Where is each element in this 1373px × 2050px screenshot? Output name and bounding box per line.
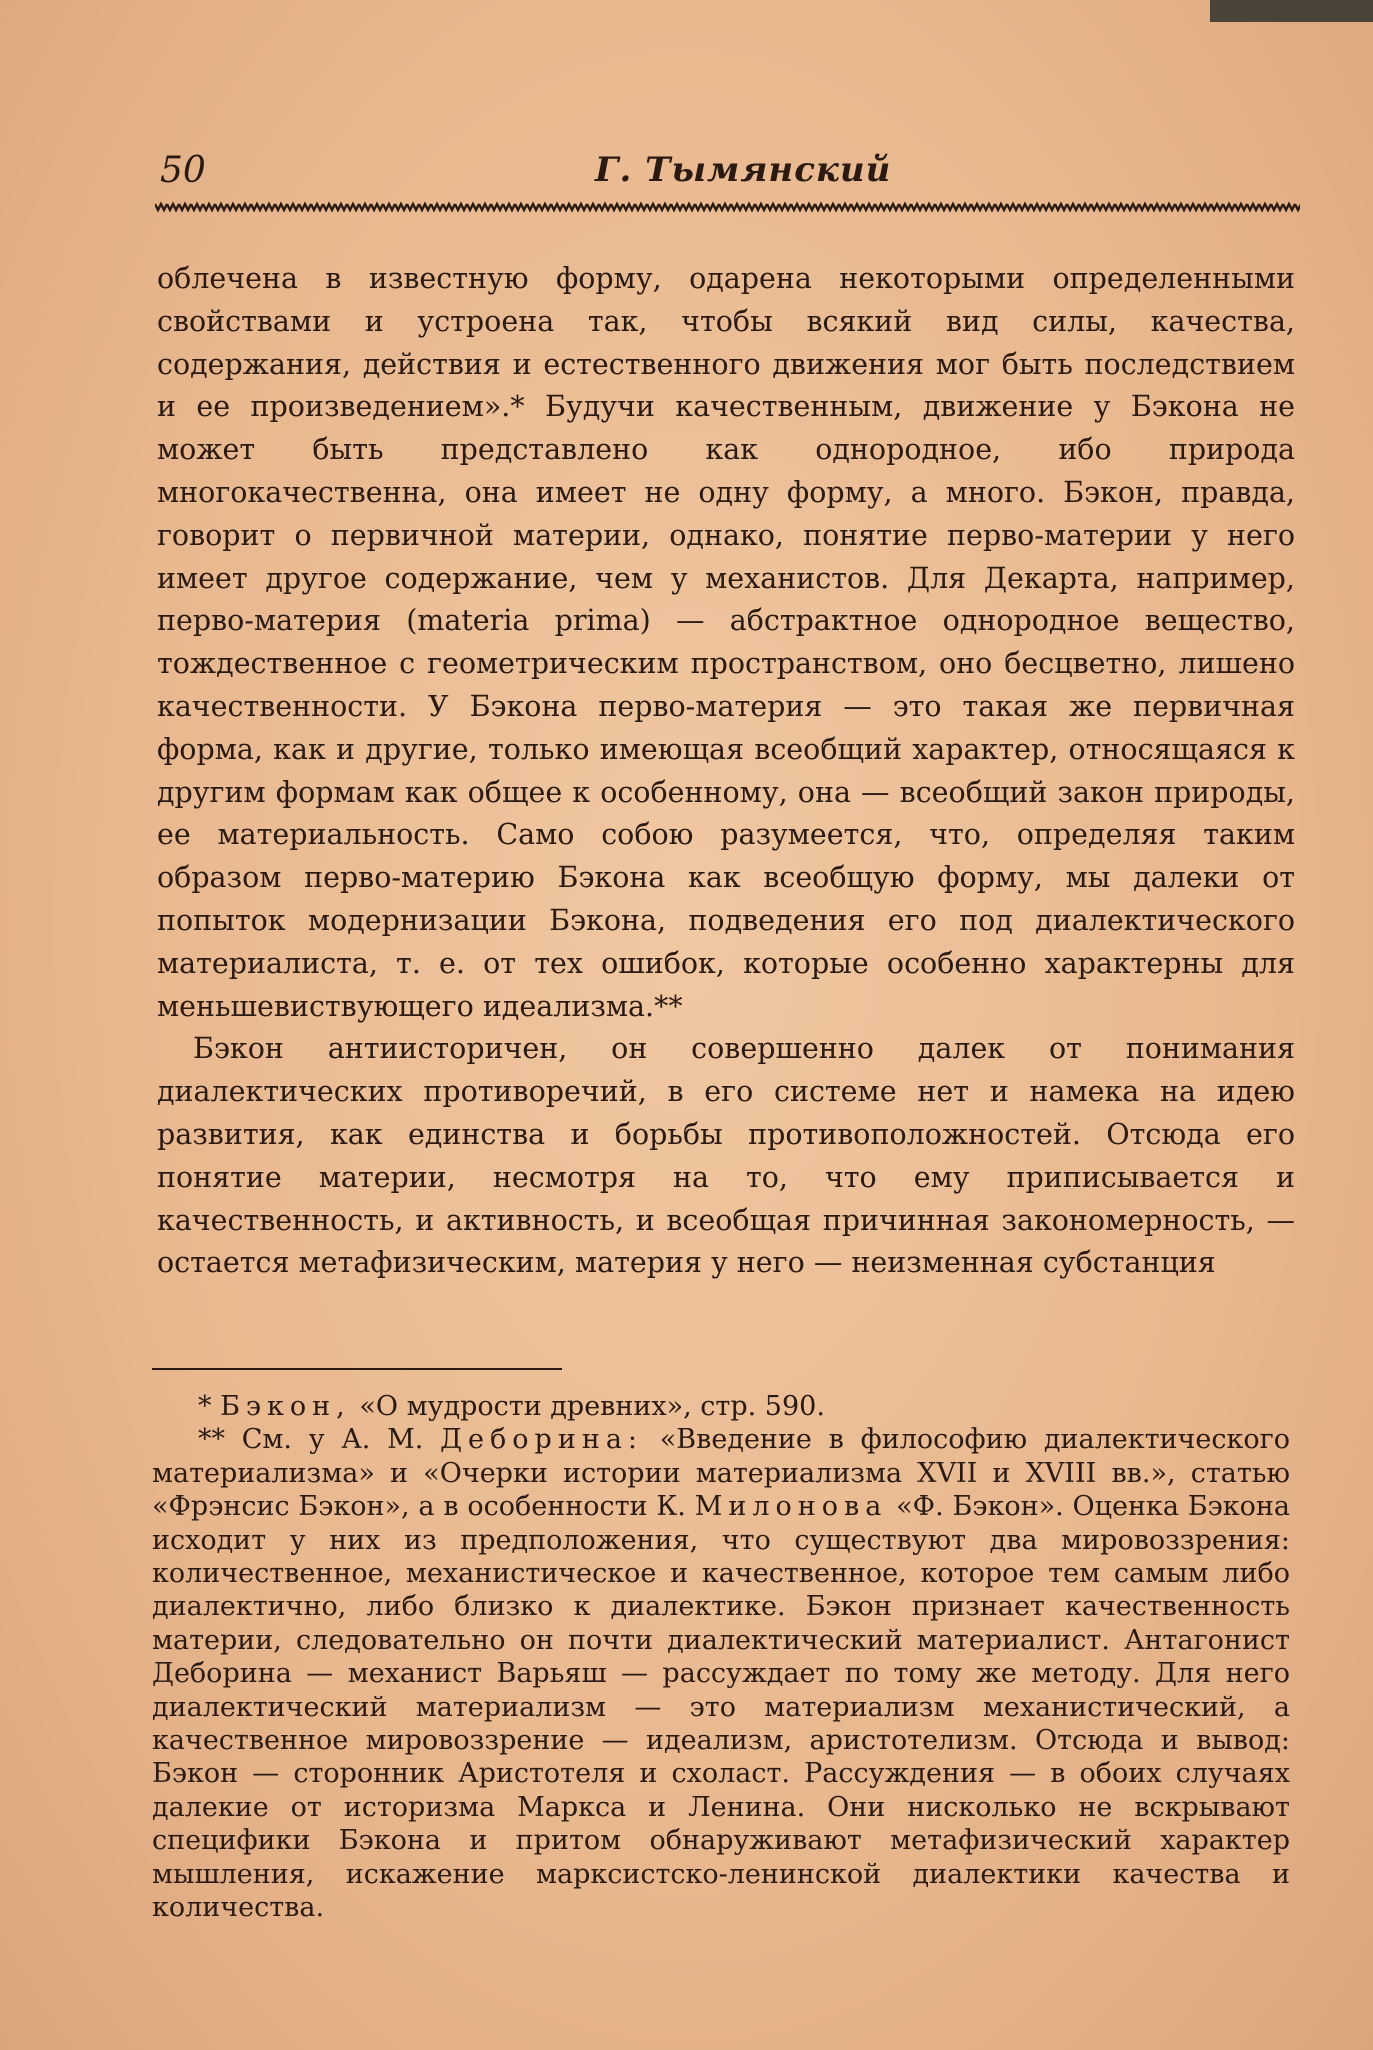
main-text <box>157 258 1295 1285</box>
footnote-separator <box>152 1368 562 1370</box>
footnote-1: * Бэкон, «О мудрости древних», стр. 590. <box>198 1391 825 1422</box>
footnote-2-text-b: «Ф. Бэкон». Оценка Бэкона исходит у них из предположения, что существуют два мировоззрения: количественное, механистическое и качественное, которое тем самым либо диалектично, либо близко к диалектике. Бэкон признает качественность материи, следовательно он почти диалектический материалист. Антагонист Деборина — механист Варьяш — рассуждает по тому же методу. Для него диалектический материализм — это материализм механистический, а качественное мировоззрение — идеализм, аристотелизм. Отсюда и вывод: Бэкон — сторонник Аристотеля и схоласт. Рассуждения — в обоих случаях далекие от историзма Маркса и Ленина. Они нисколько не вскрывают специфики Бэкона и притом обнаруживают метафизический характер мышления, искажение марксистско-ленинской диалектики качества и количества. <box>152 1491 1290 1924</box>
footnote-1-author: Бэкон, <box>220 1391 351 1422</box>
footnotes <box>152 1390 1290 1925</box>
footnote-1-text: «О мудрости древних», стр. 590. <box>359 1391 825 1422</box>
header-ornament-rule <box>155 200 1300 214</box>
paragraph-1: облечена в известную форму, одарена некоторыми определенными свойствами и устроена так, чтобы всякий вид силы, качества, содержания, действия и естественного движения мог быть последствием и ее произведением».* Будучи качественным, движение у Бэкона не может быть представлено как однородное, ибо природа многокачественна, она имеет не одну форму, а много. Бэкон, правда, говорит о первичной материи, однако, понятие перво-материи у него имеет другое содержание, чем у механистов. Для Декарта, например, перво-материя (materia prima) — абстрактное однородное вещество, тождественное с геометрическим пространством, оно бесцветно, лишено качественности. У Бэкона перво-материя — это такая же первичная форма, как и другие, только имеющая всеобщий характер, относящаяся к другим формам как общее к особенному, она — всеобщий закон природы, ее материальность. Само собою разумеется, что, определяя таким образом перво-материю Бэкона как всеобщую форму, мы далеки от попыток модернизации Бэкона, подведения его под диалектического материалиста, т. е. от тех ошибок, которые особенно характерны для меньшевиствующего идеализма.** <box>157 262 1295 1023</box>
running-head: Г. Тымянский <box>595 150 892 190</box>
footnote-2-author: Деборина: <box>440 1424 644 1456</box>
paragraph-2: Бэкон антиисторичен, он совершенно далек от понимания диалектических противоречий, в его системе нет и намека на идею развития, как единства и борьбы противоположностей. Отсюда его понятие материи, несмотря на то, что ему приписывается и качественность, и активность, и всеобщая причинная закономерность, — остается метафизическим, материя у него — неизменная субстанция <box>157 1032 1295 1280</box>
cover-edge-strip <box>1210 0 1373 22</box>
footnote-2: ** См. у А. М. Деборина: «Введение в философию диалектического материализма» и «Очерки истории материализма XVII и XVIII вв.», статью «Фрэнсис Бэкон», а в особенности К. Милонова «Ф. Бэкон». Оценка Бэкона исходит у них из предположения, что существуют два мировоззрения: количественное, механистическое и качественное, которое тем самым либо диалектично, либо близко к диалектике. Бэкон признает качественность материи, следовательно он почти диалектический материалист. Антагонист Деборина — механист Варьяш — рассуждает по тому же методу. Для него диалектический материализм — это материализм механистический, а качественное мировоззрение — идеализм, аристотелизм. Отсюда и вывод: Бэкон — сторонник Аристотеля и схоласт. Рассуждения — в обоих случаях далекие от историзма Маркса и Ленина. Они нисколько не вскрывают специфики Бэкона и притом обнаруживают метафизический характер мышления, искажение марксистско-ленинской диалектики качества и количества. <box>152 1424 1290 1924</box>
footnote-2-text-a: «Введение в философию диалектического материализма» и «Очерки истории материализма XVII и XVIII вв.», статью «Фрэнсис Бэкон», а в особенности К. <box>152 1424 1290 1523</box>
footnote-2-author-2: Милонова <box>694 1491 888 1523</box>
footnote-2-prefix: См. у А. М. <box>241 1424 424 1456</box>
page-header <box>160 150 1300 200</box>
page-number: 50 <box>160 150 206 191</box>
